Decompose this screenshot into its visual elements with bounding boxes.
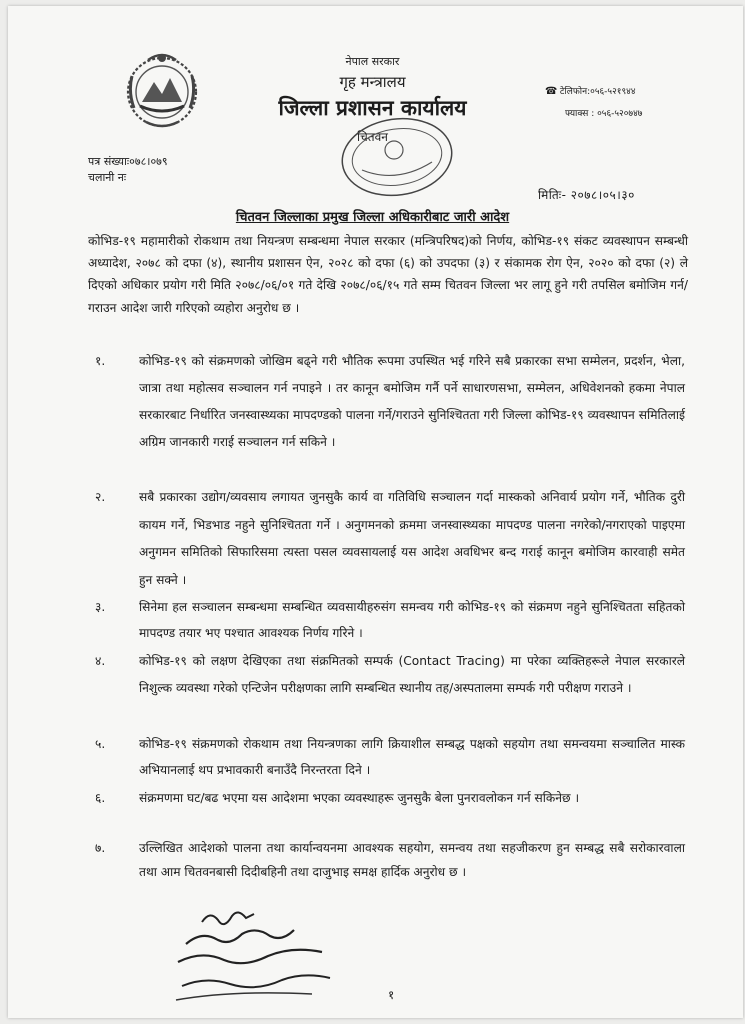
letter-number: पत्र संख्याः०७८।०७९ <box>88 155 168 168</box>
document-title: चितवन जिल्लाका प्रमुख जिल्ला अधिकारीबाट जारी आदेश <box>235 210 510 225</box>
handwritten-signature <box>172 900 342 1004</box>
fax-number: फ्याक्स : ०५६-५२०७४७ <box>565 109 643 119</box>
office-stamp <box>332 112 462 202</box>
phone-line <box>545 84 636 97</box>
list-item <box>95 836 685 884</box>
item-number: ६. <box>95 791 106 805</box>
item-text: कोभिड-१९ को लक्षण देखिएका तथा संक्रमितको सम्पर्क (Contact Tracing) मा परेका व्यक्तिहरूले नेपाल सरकारले निशुल्क व्यवस्था गरेको एन्टिजेन परीक्षणका लागि सम्बन्धित स्थानीय तह/अस्पतालमा सम्पर्क गरी परीक्षण गराउने । <box>139 654 685 695</box>
item-text: सबै प्रकारका उद्योग/व्यवसाय लगायत जुनसुकै कार्य वा गतिविधि सञ्चालन गर्दा मास्कको अनिवार्य प्रयोग गर्ने, भौतिक दुरी कायम गर्ने, भिडभाड नहुने सुनिश्चितता गर्ने । अनुगमनको क्रममा जनस्वास्थ्यका मापदण्ड पालना नगरेको/नगराएको पाइएमा अनुगमन समितिको सिफारिसमा त्यस्ता पसल व्यवसायलाई यस आदेश अवधिभर बन्द गराई कानून बमोजिम कारवाही समेत हुन सक्ने । <box>139 490 685 587</box>
item-text: कोभिड-१९ संक्रमणको रोकथाम तथा नियन्त्रणका लागि क्रियाशील सम्बद्ध पक्षको सहयोग तथा समन्वयमा सञ्चालित मास्क अभियानलाई थप प्रभावकारी बनाउँदै निरन्तरता दिने । <box>139 737 685 777</box>
item-text: संक्रमणमा घट/बढ भएमा यस आदेशमा भएका व्यवस्थाहरू जुनसुकै बेला पुनरावलोकन गर्न सकिनेछ । <box>139 791 580 805</box>
list-item <box>95 786 685 810</box>
list-item <box>95 731 685 783</box>
ministry-name: गृह मन्त्रालय <box>339 73 406 91</box>
intro-paragraph: कोभिड-१९ महामारीको रोकथाम तथा नियन्त्रण सम्बन्धमा नेपाल सरकार (मन्त्रिपरिषद)को निर्णय, कोभिड-१९ संकट व्यवस्थापन सम्बन्धी अध्यादेश, २०७८ को दफा (४), स्थानीय प्रशासन ऐन, २०२८ को दफा (६) को उपदफा (३) र संकामक रोग ऐन, २०२० को दफा (२) ले दिएको अधिकार प्रयोग गरी मिति २०७८/०६/०१ गते देखि २०७८/०६/१५ गते सम्म चितवन जिल्ला भर लागू हुने गरी तपसिल बमोजिम गर्न/गराउन आदेश जारी गरिएको व्यहोरा अनुरोध छ । <box>88 234 688 315</box>
list-item <box>95 484 685 594</box>
list-item <box>95 594 685 646</box>
page-number: १ <box>388 988 395 1002</box>
item-text: कोभिड-१९ को संक्रमणको जोखिम बढ्ने गरी भौतिक रूपमा उपस्थित भई गरिने सबै प्रकारका सभा सम्मेलन, प्रदर्शन, भेला, जात्रा तथा महोत्सव सञ्चालन गर्न नपाइने । तर कानून बमोजिम गर्नै पर्ने साधारणसभा, सम्मेलन, अधिवेशनको हकमा नेपाल सरकारबाट निर्धारित जनस्वास्थ्यका मापदण्डको पालना गर्ने/गराउने सुनिश्चितता गरी जिल्ला कोभिड-१९ व्यवस्थापन समितिलाई अग्रिम जानकारी गराई सञ्चालन गर्न सकिने । <box>139 354 685 449</box>
item-number: २. <box>95 490 106 504</box>
dispatch-number: चलानी नः <box>88 171 127 184</box>
item-text: सिनेमा हल सञ्चालन सम्बन्धमा सम्बन्धित व्यवसायीहरुसंग समन्वय गरी कोभिड-१९ को संक्रमण नहुने सुनिश्चितता सहितको मापदण्ड तयार भए पश्चात आवश्यक निर्णय गरिने । <box>139 600 685 640</box>
list-item <box>95 348 685 456</box>
item-number: ३. <box>95 600 106 614</box>
item-text: उल्लिखित आदेशको पालना तथा कार्यान्वयनमा आवश्यक सहयोग, समन्वय तथा सहजीकरण हुन सम्बद्ध सबै सरोकारवाला तथा आम चितवनबासी दिदीबहिनी तथा दाजुभाइ समक्ष हार्दिक अनुरोध छ । <box>139 841 685 879</box>
phone-number: टेलिफोन:०५६-५२१९४४ <box>559 87 636 97</box>
office-name: जिल्ला प्रशासन कार्यालय <box>278 96 467 120</box>
district-name: चितवन <box>357 130 388 144</box>
issue-date: मितिः- २०७८।०५।३० <box>538 188 635 202</box>
phone-icon: ☎ <box>545 86 558 97</box>
list-item <box>95 648 685 702</box>
item-number: ४. <box>95 654 106 668</box>
government-name: नेपाल सरकार <box>345 55 400 68</box>
item-number: १. <box>95 354 106 368</box>
item-number: ७. <box>95 841 106 855</box>
item-number: ५. <box>95 737 106 751</box>
